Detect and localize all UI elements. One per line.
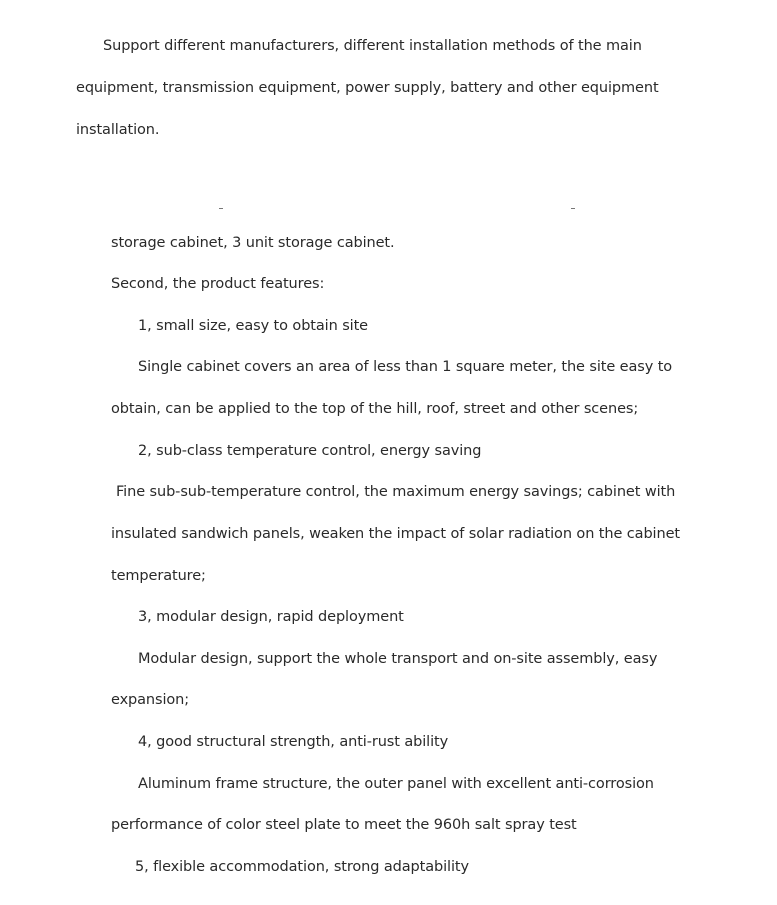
body-line-1: storage cabinet, 3 unit storage cabinet. (111, 235, 395, 251)
feature-heading-1: 1, small size, easy to obtain site (138, 318, 368, 334)
section-heading: Second, the product features: (111, 276, 325, 292)
feature-text-2a: Fine sub-sub-temperature control, the maximum energy savings; cabinet with (116, 484, 676, 500)
feature-heading-4: 4, good structural strength, anti-rust ability (138, 734, 449, 750)
decorative-mark-left (219, 208, 223, 209)
feature-text-3a: Modular design, support the whole transport and on-site assembly, easy (138, 651, 658, 667)
paragraph-line-2: equipment, transmission equipment, power supply, battery and other equipment (76, 80, 659, 96)
feature-text-3b: expansion; (111, 692, 190, 708)
feature-text-1a: Single cabinet covers an area of less than 1 square meter, the site easy to (138, 359, 673, 375)
feature-text-2c: temperature; (111, 568, 206, 584)
feature-text-2b: insulated sandwich panels, weaken the impact of solar radiation on the cabinet (111, 526, 680, 542)
paragraph-line-1: Support different manufacturers, different installation methods of the main (103, 38, 642, 54)
feature-heading-5: 5, flexible accommodation, strong adaptability (135, 859, 469, 875)
decorative-mark-right (571, 208, 575, 209)
feature-text-4b: performance of color steel plate to meet the 960h salt spray test (111, 817, 577, 833)
feature-text-4a: Aluminum frame structure, the outer panel with excellent anti-corrosion (138, 776, 654, 792)
feature-heading-3: 3, modular design, rapid deployment (138, 609, 404, 625)
feature-text-1b: obtain, can be applied to the top of the hill, roof, street and other scenes; (111, 401, 639, 417)
paragraph-line-3: installation. (76, 122, 160, 138)
feature-heading-2: 2, sub-class temperature control, energy saving (138, 443, 482, 459)
